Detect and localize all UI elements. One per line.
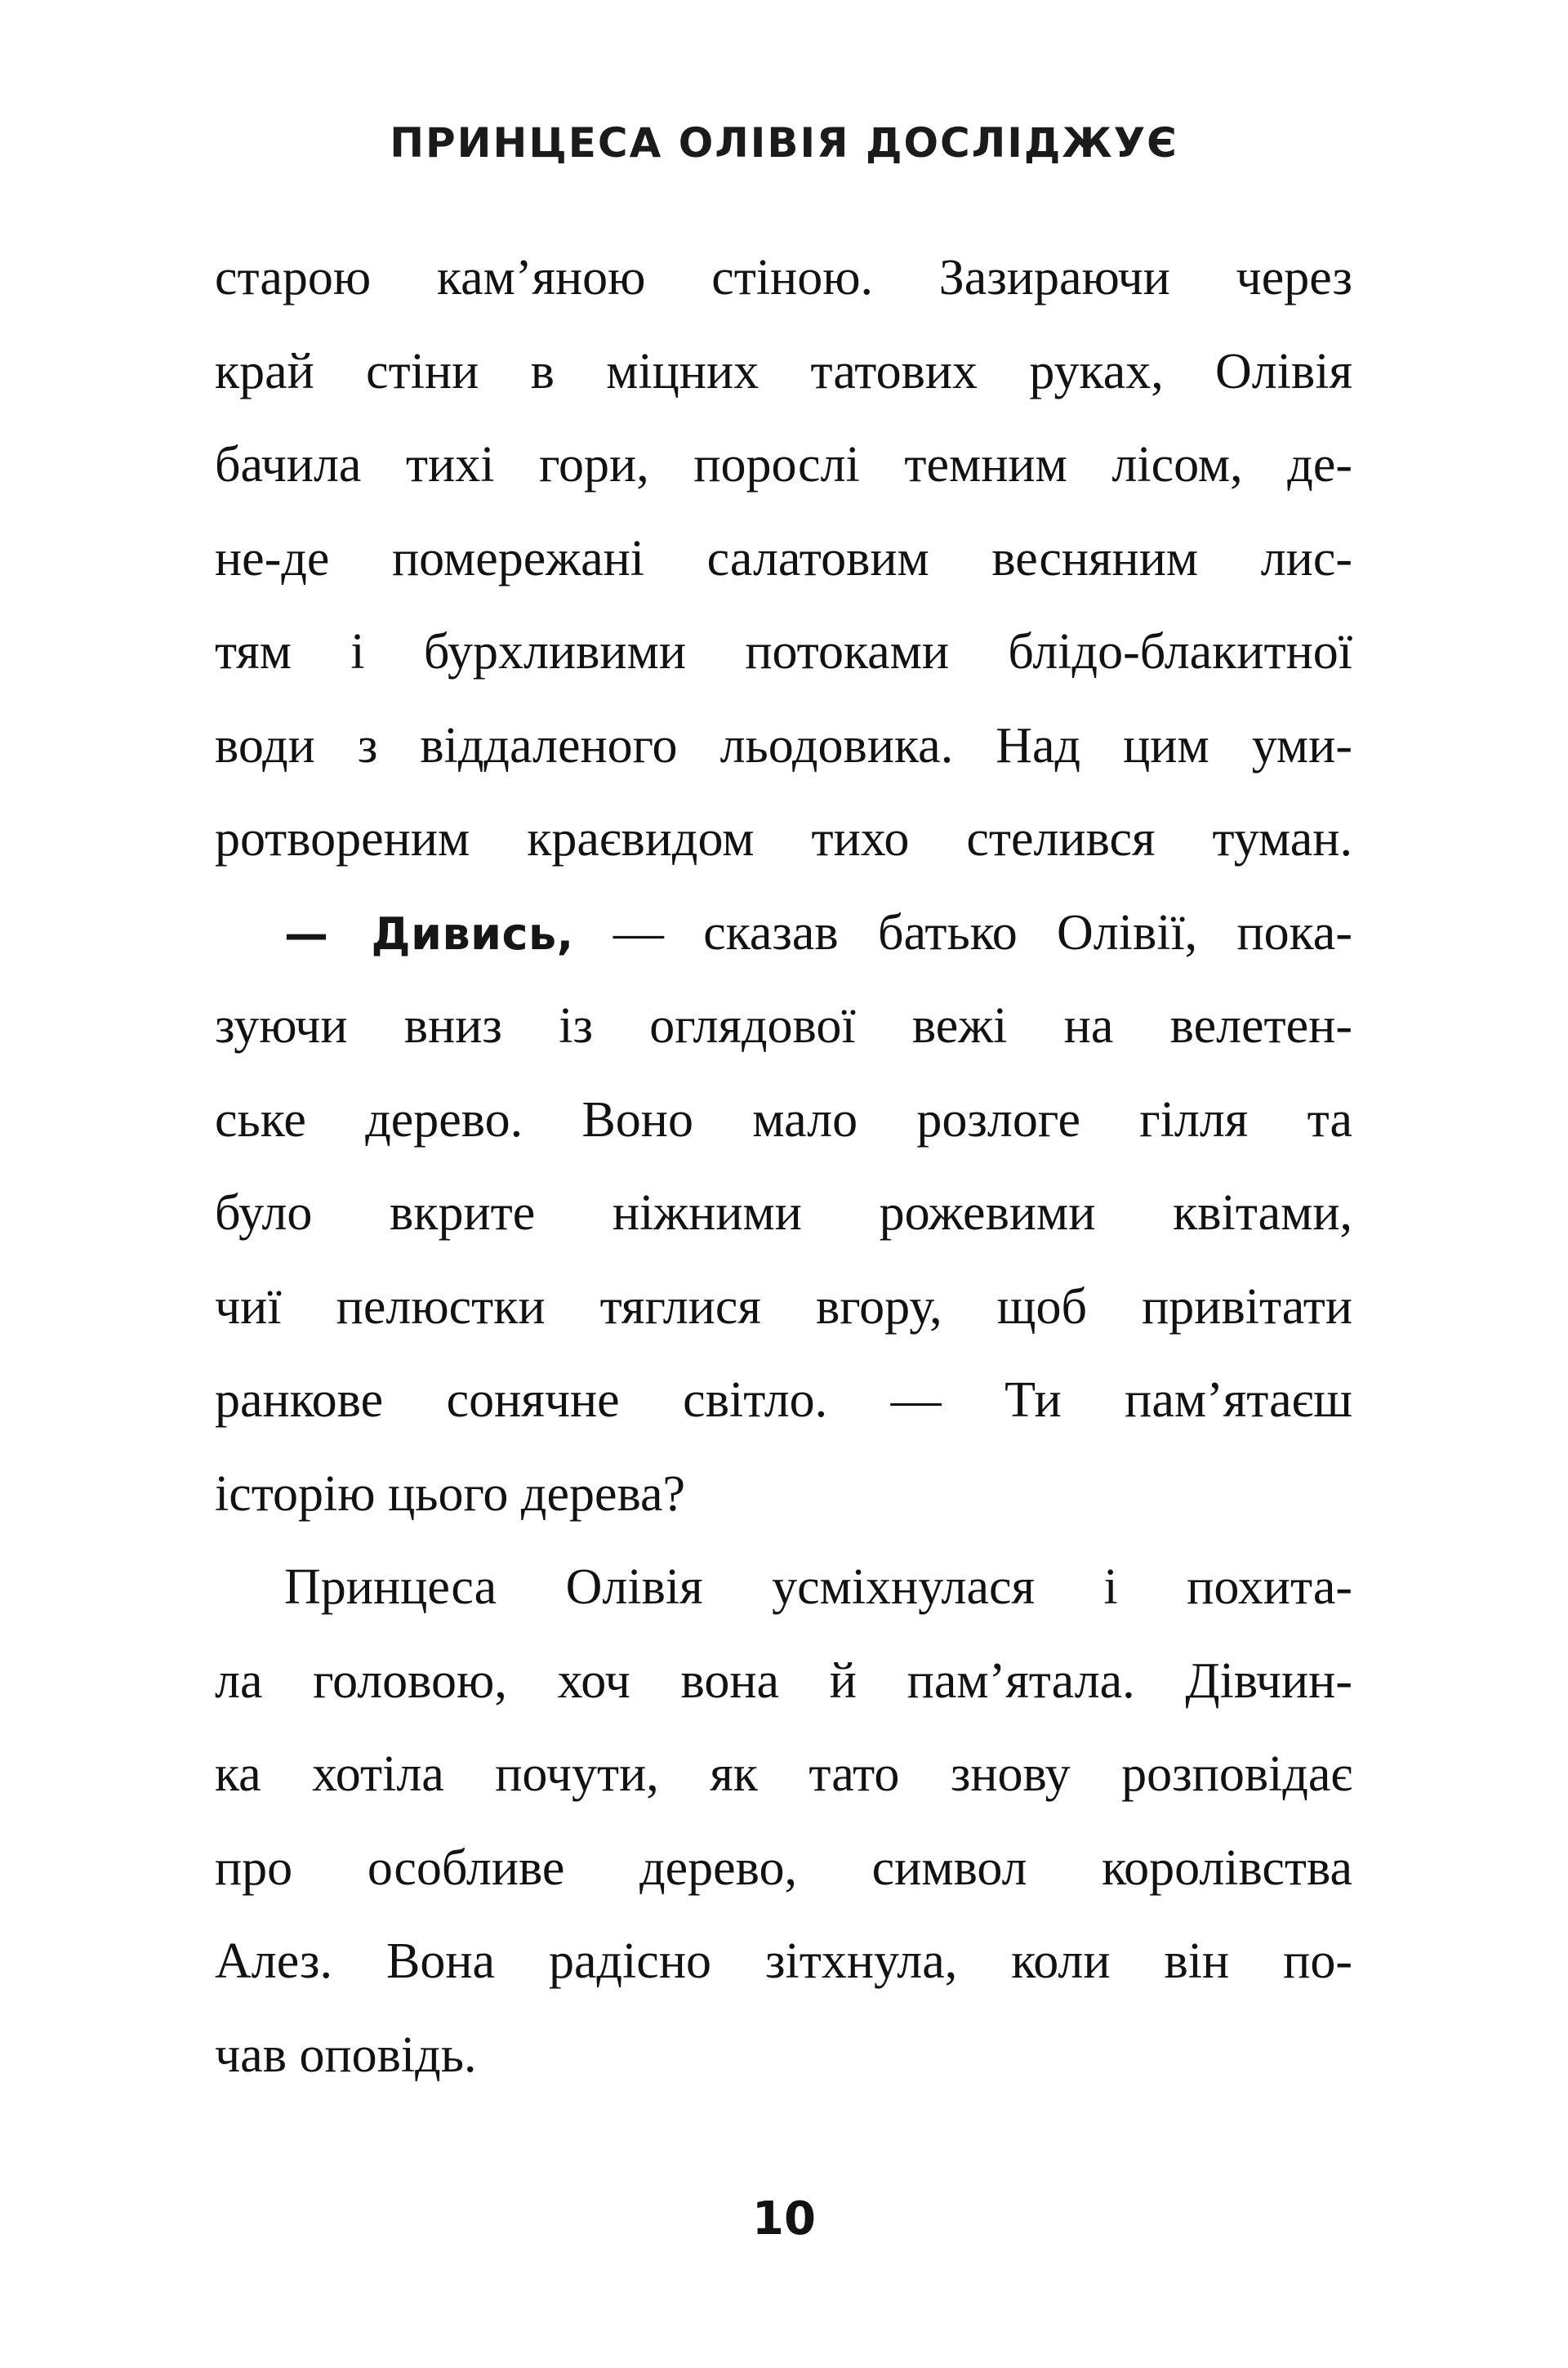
text-segment: було вкрите ніжними рожевими квітами, <box>215 1185 1352 1241</box>
text-segment: ротвореним краєвидом тихо стелився туман. <box>215 811 1352 867</box>
text-line <box>215 1166 1352 1260</box>
text-line <box>215 1634 1352 1728</box>
text-line <box>215 699 1352 793</box>
text-line <box>215 1822 1352 1915</box>
paragraph <box>215 231 1352 886</box>
text-line <box>215 1541 1352 1634</box>
paragraph <box>215 886 1352 1541</box>
text-segment: чав оповідь. <box>215 2027 477 2083</box>
text-segment: тям і бурхливими потоками блідо-блакитної <box>215 624 1352 680</box>
text-line <box>215 512 1352 606</box>
text-line <box>215 1353 1352 1447</box>
running-head: ПРИНЦЕСА ОЛІВІЯ ДОСЛІДЖУЄ <box>390 119 1178 167</box>
text-line <box>215 1447 1352 1541</box>
text-segment: край стіни в міцних татових руках, Олівія <box>215 343 1352 399</box>
text-line <box>215 1260 1352 1354</box>
text-segment: Алез. Вона радісно зітхнула, коли він по- <box>215 1933 1352 1989</box>
bold-dialogue-lead: — Дивись, <box>284 908 574 960</box>
text-segment: ське дерево. Воно мало розлоге гілля та <box>215 1091 1352 1148</box>
text-line <box>215 979 1352 1073</box>
text-segment: Принцеса Олівія усміхнулася і похита- <box>284 1559 1352 1615</box>
text-segment: ла головою, хоч вона й пам’ятала. Дівчин- <box>215 1652 1352 1709</box>
text-segment: води з віддаленого льодовика. Над цим уми- <box>215 717 1352 774</box>
text-segment: чиї пелюстки тяглися вгору, щоб привітати <box>215 1278 1352 1335</box>
text-segment: історію цього дерева? <box>215 1465 685 1522</box>
text-segment: не-де помережані салатовим весняним лис- <box>215 530 1352 586</box>
text-line <box>215 231 1352 325</box>
text-segment: ранкове сонячне світло. — Ти пам’ятаєш <box>215 1372 1352 1428</box>
text-line <box>215 886 1352 980</box>
text-line <box>215 605 1352 699</box>
text-line <box>215 2009 1352 2103</box>
text-segment: зуючи вниз із оглядової вежі на велетен- <box>215 998 1352 1054</box>
text-line <box>215 792 1352 886</box>
text-segment: — сказав батько Олівії, пока- <box>573 904 1352 961</box>
text-line <box>215 325 1352 419</box>
text-line <box>215 1073 1352 1167</box>
text-line <box>215 418 1352 512</box>
page-number: 10 <box>752 2192 816 2245</box>
text-line <box>215 1728 1352 1822</box>
body-text <box>215 231 1352 2102</box>
text-segment: ка хотіла почути, як тато знову розповідає <box>215 1746 1352 1802</box>
text-segment: про особливе дерево, символ королівства <box>215 1840 1352 1896</box>
text-segment: старою кам’яною стіною. Зазираючи через <box>215 250 1352 305</box>
text-line <box>215 1915 1352 2009</box>
text-segment: бачила тихі гори, порослі темним лісом, де- <box>215 437 1352 493</box>
paragraph <box>215 1541 1352 2102</box>
